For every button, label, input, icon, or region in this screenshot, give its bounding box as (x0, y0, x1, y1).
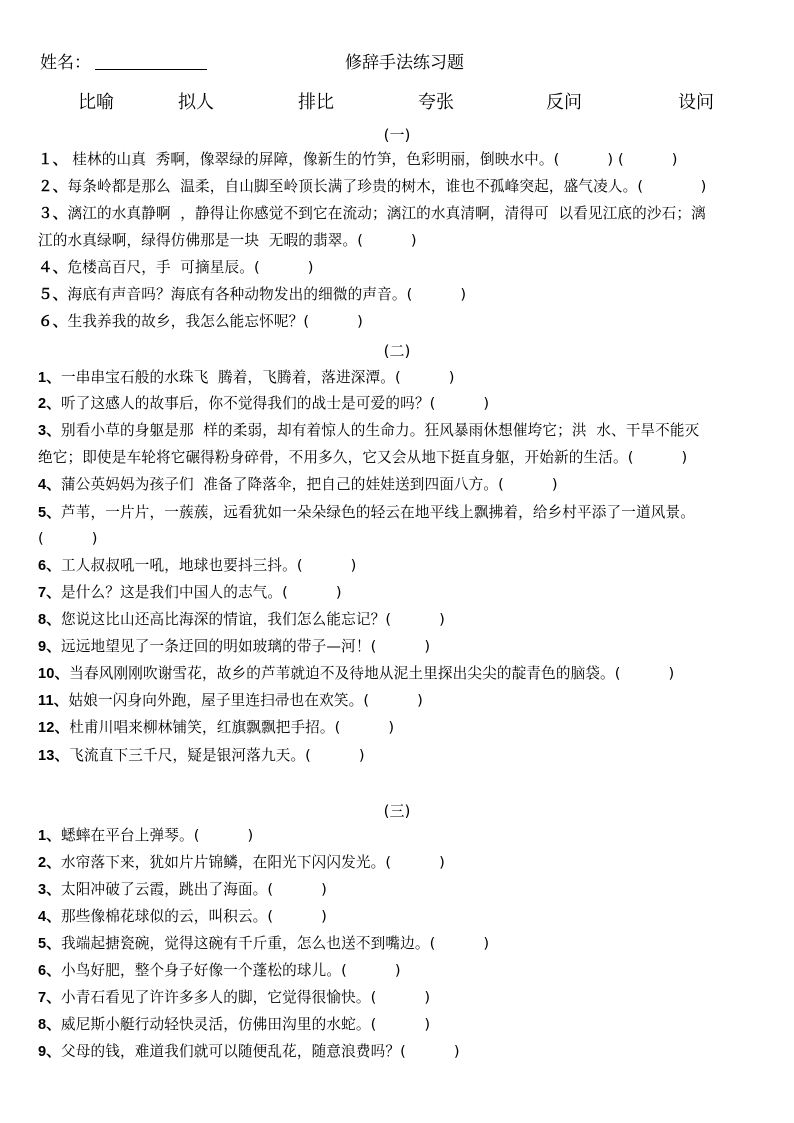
question-text: 每条岭都是那么 温柔，自山脚至岭顶长满了珍贵的树木，谁也不孤峰突起，盛气凌人。( ) (67, 178, 707, 195)
question-number: 3、 (38, 423, 62, 439)
section-heading: (三) (383, 802, 411, 820)
question-line (38, 1038, 768, 1066)
header (0, 46, 794, 76)
question-number: 12、 (38, 720, 70, 736)
question-text: 父母的钱，难道我们就可以随便乱花，随意浪费吗？( ) (61, 1043, 460, 1060)
type-label: 设问 (678, 92, 714, 113)
question-line (38, 200, 768, 228)
question-line (38, 254, 768, 282)
question-line (38, 660, 768, 688)
question-line (38, 444, 768, 472)
question-number: 2、 (38, 855, 62, 871)
section-heading: (一) (383, 126, 411, 144)
question-line (38, 742, 768, 770)
question-number: １、 (38, 152, 68, 168)
question-number: 1、 (38, 370, 62, 386)
question-line (38, 1011, 768, 1039)
question-line (38, 714, 768, 742)
question-line (38, 471, 768, 499)
question-line (38, 173, 768, 201)
question-text: 威尼斯小艇行动轻快灵活，仿佛田沟里的水蛇。( ) (61, 1016, 431, 1033)
question-number: 10、 (38, 666, 70, 682)
question-text: 是什么？这是我们中国人的志气。( ) (61, 584, 342, 601)
question-text: 蒲公英妈妈为孩子们 准备了降落伞，把自己的娃娃送到四面八方。( ) (61, 476, 558, 493)
question-line (38, 552, 768, 580)
question-text: 杜甫川唱来柳林铺笑，红旗飘飘把手招。( ) (69, 719, 395, 736)
question-line (38, 390, 768, 418)
question-text: 江的水真绿啊，绿得仿佛那是一块 无暇的翡翠。( ) (38, 232, 417, 249)
question-text: 生我养我的故乡，我怎么能忘怀呢？( ) (67, 313, 363, 330)
question-number: ６、 (38, 314, 68, 330)
question-text: 那些像棉花球似的云，叫积云。( ) (61, 908, 328, 925)
question-number: 11、 (38, 693, 69, 709)
question-line (38, 227, 768, 255)
question-text: 我端起搪瓷碗，觉得这碗有千斤重，怎么也送不到嘴边。( ) (61, 935, 490, 952)
type-label: 夸张 (418, 92, 454, 113)
question-line (38, 281, 768, 309)
question-text: 别看小草的身躯是那 样的柔弱，却有着惊人的生命力。狂风暴雨休想催垮它；洪 水、干旱不能灭 (61, 422, 700, 439)
type-label: 排比 (298, 92, 334, 113)
question-number: 8、 (38, 612, 62, 628)
question-text: 水帘落下来，犹如片片锦鳞，在阳光下闪闪发光。( ) (61, 854, 445, 871)
question-text: 您说这比山还高比海深的情谊，我们怎么能忘记？( ) (61, 611, 445, 628)
question-line (38, 525, 768, 553)
question-number: 6、 (38, 558, 62, 574)
question-text: 太阳冲破了云霞，跳出了海面。( ) (61, 881, 328, 898)
question-number: 9、 (38, 1044, 62, 1060)
question-text: 一串串宝石般的水珠飞 腾着，飞腾着，落进深潭。( ) (61, 369, 455, 386)
question-number: ３、 (38, 206, 68, 222)
question-line (38, 417, 768, 445)
question-text: 桂林的山真 秀啊，像翠绿的屏障，像新生的竹笋，色彩明丽，倒映水中。( ) ( ) (67, 151, 678, 168)
question-number: 13、 (38, 748, 70, 764)
name-blank-line (95, 69, 207, 70)
type-label: 反问 (546, 92, 582, 113)
question-text: 小青石看见了许许多多人的脚，它觉得很愉快。( ) (61, 989, 431, 1006)
question-text: 听了这感人的故事后，你不觉得我们的战士是可爱的吗？( ) (61, 395, 490, 412)
type-label: 比喻 (78, 92, 114, 113)
question-line (38, 499, 768, 527)
question-number: ５、 (38, 287, 68, 303)
question-line (38, 957, 768, 985)
question-number: 2、 (38, 396, 62, 412)
question-text: 小鸟好肥，整个身子好像一个蓬松的球儿。( ) (61, 962, 401, 979)
question-text: 姑娘一闪身向外跑，屋子里连扫帚也在欢笑。( ) (68, 692, 423, 709)
question-number: 3、 (38, 882, 62, 898)
question-number: ２、 (38, 179, 68, 195)
question-number: 4、 (38, 909, 62, 925)
question-number: 5、 (38, 936, 62, 952)
question-line (38, 633, 768, 661)
question-line (38, 687, 768, 715)
question-line (38, 849, 768, 877)
question-text: ( ) (38, 530, 98, 547)
question-text: 芦苇，一片片，一蔟蔟，远看犹如一朵朵绿色的轻云在地平线上飘拂着，给乡村平添了一道风景。 (61, 504, 696, 521)
question-number: 7、 (38, 585, 62, 601)
question-line (38, 364, 768, 392)
question-line (38, 579, 768, 607)
question-line (38, 930, 768, 958)
section-heading: (二) (383, 342, 411, 360)
question-text: 漓江的水真静啊 ，静得让你感觉不到它在流动；漓江的水真清啊，清得可 以看见江底的沙石；漓 (67, 205, 706, 222)
question-line (38, 984, 768, 1012)
question-text: 危楼高百尺，手 可摘星辰。( ) (67, 259, 314, 276)
question-number: 8、 (38, 1017, 62, 1033)
name-label: 姓名： (40, 53, 91, 73)
question-number: 7、 (38, 990, 62, 1006)
rhetoric-types-row (0, 88, 794, 116)
question-text: 蟋蟀在平台上弹琴。( ) (61, 827, 254, 844)
question-text: 海底有声音吗？海底有各种动物发出的细微的声音。( ) (67, 286, 467, 303)
question-number: 9、 (38, 639, 62, 655)
question-line (38, 822, 768, 850)
question-text: 飞流直下三千尺，疑是银河落九天。( ) (69, 747, 365, 764)
question-line (38, 146, 768, 174)
question-line (38, 876, 768, 904)
type-label: 拟人 (178, 92, 214, 113)
question-number: 1、 (38, 828, 62, 844)
question-text: 当春风刚刚吹谢雪花，故乡的芦苇就迫不及待地从泥土里探出尖尖的靛青色的脑袋。( ) (69, 665, 675, 682)
question-line (38, 606, 768, 634)
question-text: 远远地望见了一条迂回的明如玻璃的带子—河！( ) (61, 638, 431, 655)
question-line (38, 308, 768, 336)
question-text: 工人叔叔吼一吼，地球也要抖三抖。( ) (61, 557, 357, 574)
question-text: 绝它；即使是车轮将它碾得粉身碎骨，不用多久，它又会从地下挺直身躯，开始新的生活。( ) (38, 449, 688, 466)
page-title: 修辞手法练习题 (345, 53, 464, 73)
question-number: ４、 (38, 260, 68, 276)
question-line (38, 903, 768, 931)
question-number: 4、 (38, 477, 62, 493)
question-number: 6、 (38, 963, 62, 979)
question-number: 5、 (38, 505, 62, 521)
